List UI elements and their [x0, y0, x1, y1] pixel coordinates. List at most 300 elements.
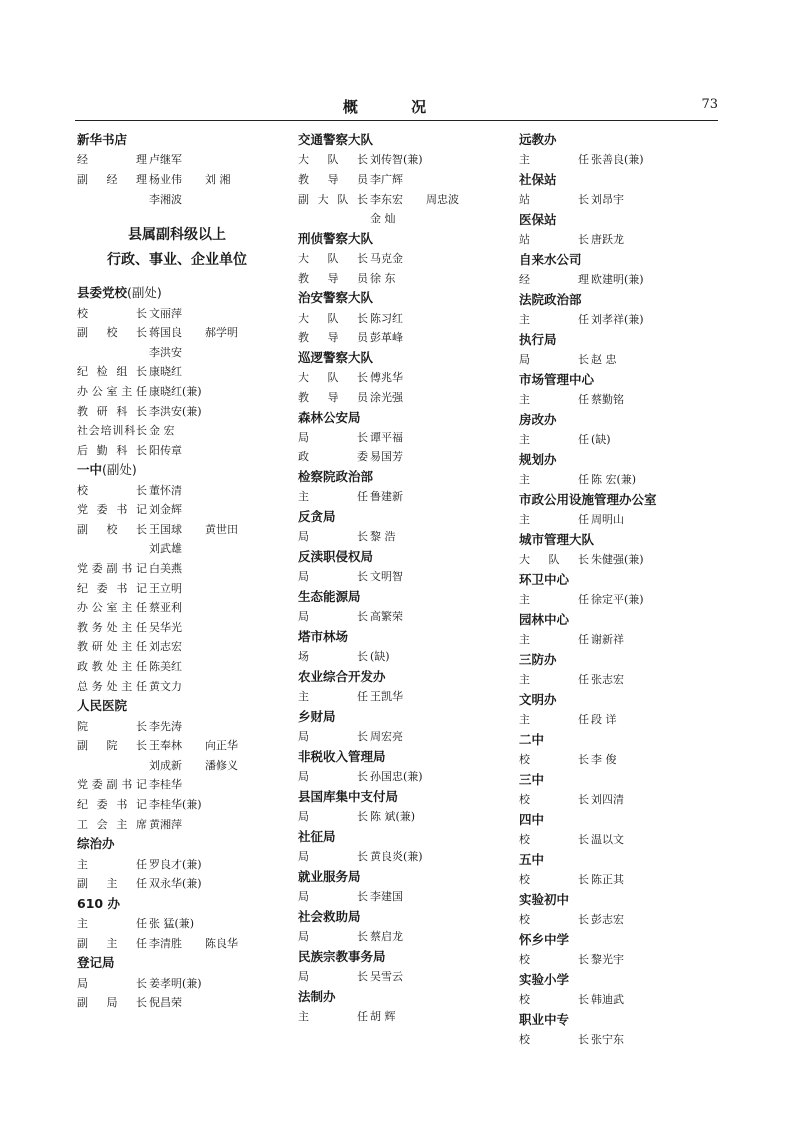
org-name — [519, 970, 739, 990]
staff-row — [298, 687, 518, 707]
org-name-text: 检察院政治部 — [298, 469, 374, 485]
staff-row — [519, 670, 739, 690]
staff-name: 文明智 — [370, 570, 403, 584]
staff-title: 局 长 — [298, 970, 368, 984]
staff-title: 办公室主任 — [77, 384, 147, 398]
staff-title: 校 长 — [519, 953, 589, 967]
org-name-text: 县委党校 — [77, 285, 128, 301]
staff-title: 局 长 — [519, 353, 589, 367]
org-name — [519, 290, 739, 310]
staff-name: 鲁建新 — [370, 490, 403, 504]
org-name — [298, 987, 518, 1007]
staff-row — [77, 657, 297, 677]
org-name — [298, 627, 518, 647]
org-name-text: 三防办 — [519, 651, 557, 667]
org-name — [519, 330, 739, 350]
org-name-text: 市政公用设施管理办公室 — [519, 491, 657, 507]
staff-row — [298, 887, 518, 907]
staff-name: 姜孝明(兼) — [149, 976, 202, 990]
staff-name: 周宏亮 — [370, 730, 403, 744]
staff-name: 王国球 — [149, 522, 182, 536]
staff-row — [519, 510, 739, 530]
staff-title: 主 任 — [519, 473, 589, 487]
staff-title: 主 任 — [77, 917, 147, 931]
org-name — [77, 460, 297, 480]
staff-name: 向正华 — [205, 739, 238, 753]
staff-name: 黄文力 — [149, 679, 182, 693]
staff-row — [519, 470, 739, 490]
staff-title: 局 长 — [298, 890, 368, 904]
org-name-text: 乡财局 — [298, 708, 336, 724]
staff-name: 马克金 — [370, 252, 403, 266]
staff-name: 张志宏 — [591, 673, 624, 687]
org-name — [519, 490, 739, 510]
staff-name: 徐 东 — [370, 271, 396, 285]
staff-row — [77, 993, 297, 1013]
org-name-text: 四中 — [519, 811, 545, 827]
org-name — [298, 507, 518, 527]
staff-row — [77, 598, 297, 618]
org-name-text: 法院政治部 — [519, 291, 582, 307]
org-name-text: 五中 — [519, 851, 545, 867]
staff-name: 董怀清 — [149, 483, 182, 497]
staff-name: 阳传章 — [149, 443, 182, 457]
spacer — [77, 273, 297, 283]
staff-row — [298, 647, 518, 667]
staff-name: 卢继军 — [149, 153, 182, 167]
org-name — [77, 130, 297, 150]
org-name — [519, 210, 739, 230]
staff-row — [298, 967, 518, 987]
staff-row — [519, 830, 739, 850]
staff-row — [77, 421, 297, 441]
staff-title: 局 长 — [298, 850, 368, 864]
staff-name: 高繁荣 — [370, 610, 403, 624]
staff-name: 周明山 — [591, 513, 624, 527]
org-name-text: 非税收入管理局 — [298, 748, 386, 764]
staff-title: 政 委 — [298, 450, 368, 464]
org-name-text: 综治办 — [77, 836, 115, 852]
staff-title: 副 主 任 — [77, 936, 147, 950]
staff-title: 主 任 — [298, 690, 368, 704]
staff-title: 办公室主任 — [77, 601, 147, 615]
org-name — [298, 587, 518, 607]
staff-title: 主 任 — [298, 1010, 368, 1024]
staff-row — [519, 350, 739, 370]
staff-title: 教 导 员 — [298, 271, 368, 285]
staff-name: 陈良华 — [205, 936, 238, 950]
org-name-text: 610 办 — [77, 895, 120, 911]
org-name-text: 新华书店 — [77, 132, 128, 147]
staff-row — [77, 756, 297, 776]
staff-row — [77, 815, 297, 835]
org-name-text: 生态能源局 — [298, 589, 361, 605]
staff-name: 刘四清 — [591, 793, 624, 807]
staff-title: 院 长 — [77, 719, 147, 733]
org-name — [519, 770, 739, 790]
staff-row — [77, 637, 297, 657]
staff-row — [519, 710, 739, 730]
column-1 — [77, 130, 297, 1013]
staff-title: 局 长 — [298, 730, 368, 744]
staff-name: 朱健强(兼) — [591, 553, 644, 567]
staff-row — [298, 209, 518, 229]
staff-row — [77, 402, 297, 422]
staff-row — [77, 323, 297, 343]
staff-row — [519, 310, 739, 330]
org-name-text: 实验小学 — [519, 971, 570, 987]
staff-row — [519, 190, 739, 210]
staff-title: 校 长 — [77, 306, 147, 320]
staff-row — [77, 362, 297, 382]
org-name — [298, 827, 518, 847]
staff-title: 党委副书记 — [77, 562, 147, 576]
staff-title: 校 长 — [519, 793, 589, 807]
staff-name: 徐定平(兼) — [591, 593, 644, 607]
staff-name: 刘孝祥(兼) — [591, 313, 644, 327]
org-name — [519, 250, 739, 270]
org-name — [298, 408, 518, 428]
column-2 — [298, 130, 518, 1027]
org-name-text: 就业服务局 — [298, 868, 361, 884]
staff-row — [77, 500, 297, 520]
staff-row — [298, 807, 518, 827]
staff-name: 蒋国良 — [149, 326, 182, 340]
staff-name: 刘志宏 — [149, 640, 182, 654]
staff-title: 副 局 长 — [77, 996, 147, 1010]
staff-row — [77, 855, 297, 875]
staff-row — [77, 343, 297, 363]
staff-title: 局 长 — [298, 810, 368, 824]
staff-title: 纪检组长 — [77, 365, 147, 379]
org-name — [77, 834, 297, 854]
staff-name: 王奉林 — [149, 739, 182, 753]
staff-name: 康晓红(兼) — [149, 384, 202, 398]
org-name-text: 自来水公司 — [519, 251, 582, 267]
staff-name: 吴雪云 — [370, 970, 403, 984]
staff-row — [77, 775, 297, 795]
staff-title: 副 经 理 — [77, 172, 147, 186]
column-3 — [519, 130, 739, 1050]
column-1-top — [77, 130, 297, 209]
staff-title: 教务处主任 — [77, 620, 147, 634]
org-name — [298, 288, 518, 308]
staff-title: 校 长 — [519, 833, 589, 847]
org-name-text: 民族宗教事务局 — [298, 948, 386, 964]
staff-name: 黎 浩 — [370, 530, 396, 544]
org-name-text: 城市管理大队 — [519, 531, 595, 547]
staff-row — [77, 974, 297, 994]
staff-name: 刘成新 — [149, 758, 182, 772]
staff-title: 局 长 — [298, 770, 368, 784]
org-name — [298, 130, 518, 150]
org-name — [77, 696, 297, 716]
staff-name: 黎光宇 — [591, 953, 624, 967]
org-name-text: 三中 — [519, 771, 545, 787]
staff-title: 大 队 长 — [298, 311, 368, 325]
staff-row — [77, 481, 297, 501]
org-name — [77, 953, 297, 973]
org-name — [519, 650, 739, 670]
staff-title: 副 院 长 — [77, 739, 147, 753]
staff-name: (缺) — [370, 650, 390, 664]
staff-title: 主 任 — [519, 593, 589, 607]
staff-title: 主 任 — [519, 433, 589, 447]
staff-row — [298, 309, 518, 329]
staff-title: 局 长 — [298, 570, 368, 584]
staff-row — [77, 559, 297, 579]
staff-name: 双永华(兼) — [149, 877, 202, 891]
staff-row — [298, 249, 518, 269]
staff-row — [77, 150, 297, 170]
staff-name: 黄世田 — [205, 522, 238, 536]
staff-title: 大 队 长 — [298, 153, 368, 167]
org-name-text: 房改办 — [519, 411, 557, 427]
org-name-text: 农业综合开发办 — [298, 669, 386, 684]
staff-name: 张善良(兼) — [591, 153, 644, 167]
staff-name: 王凯华 — [370, 690, 403, 704]
staff-name: 孙国忠(兼) — [370, 770, 423, 784]
staff-title: 副 校 长 — [77, 326, 147, 340]
org-name — [519, 810, 739, 830]
staff-title: 后 勤 科 长 — [77, 443, 147, 457]
staff-name: 温以文 — [591, 833, 624, 847]
staff-title: 主 任 — [77, 857, 147, 871]
staff-row — [519, 270, 739, 290]
org-name — [519, 610, 739, 630]
staff-title: 站 长 — [519, 233, 589, 247]
staff-title: 教 研 科 长 — [77, 404, 147, 418]
staff-title: 校 长 — [519, 1033, 589, 1047]
staff-name: 李先涛 — [149, 719, 182, 733]
staff-name: 黄良炎(兼) — [370, 850, 423, 864]
staff-name: 蔡亚利 — [149, 601, 182, 615]
staff-title: 主 任 — [519, 713, 589, 727]
org-name-text: 规划办 — [519, 451, 557, 467]
staff-title: 校 长 — [519, 913, 589, 927]
org-name — [519, 890, 739, 910]
staff-row — [519, 230, 739, 250]
org-name — [298, 467, 518, 487]
staff-name: 谢新祥 — [591, 633, 624, 647]
org-name — [298, 747, 518, 767]
org-name-text: 职业中专 — [519, 1011, 570, 1027]
staff-title: 主 任 — [298, 490, 368, 504]
org-name — [298, 867, 518, 887]
staff-row — [298, 447, 518, 467]
org-name-text: 社保站 — [519, 171, 557, 187]
section-heading-line-2: 行政、事业、企业单位 — [107, 252, 247, 269]
staff-name: 周忠波 — [426, 192, 459, 206]
staff-title: 主 任 — [519, 673, 589, 687]
staff-row — [519, 870, 739, 890]
org-name — [298, 547, 518, 567]
org-name-text: 社会救助局 — [298, 908, 361, 924]
staff-title: 场 长 — [298, 650, 368, 664]
staff-title: 主 任 — [519, 313, 589, 327]
org-name — [298, 707, 518, 727]
org-name-text: 一中 — [77, 462, 103, 478]
staff-title: 校 长 — [519, 993, 589, 1007]
staff-row — [519, 790, 739, 810]
staff-title: 经 理 — [519, 273, 589, 287]
org-name — [519, 930, 739, 950]
org-name-text: 森林公安局 — [298, 409, 361, 425]
staff-title: 纪委书记 — [77, 581, 147, 595]
staff-name: 刘 湘 — [205, 172, 231, 186]
org-name-text: 治安警察大队 — [298, 290, 374, 306]
staff-title: 主 任 — [519, 633, 589, 647]
staff-name: 张 猛(兼) — [149, 917, 195, 931]
staff-name: 康晓红 — [149, 365, 182, 379]
staff-row — [298, 150, 518, 170]
staff-row — [298, 428, 518, 448]
staff-row — [519, 590, 739, 610]
org-name-text: 登记局 — [77, 955, 115, 971]
staff-row — [298, 847, 518, 867]
staff-title: 校 长 — [519, 753, 589, 767]
staff-title: 局 长 — [298, 930, 368, 944]
staff-row — [298, 368, 518, 388]
org-name-text: 二中 — [519, 731, 545, 747]
staff-title: 大 队 长 — [298, 371, 368, 385]
staff-title: 局 长 — [77, 976, 147, 990]
column-1-bottom — [77, 283, 297, 1013]
staff-name: 陈 宏(兼) — [591, 473, 637, 487]
staff-title: 副 校 长 — [77, 522, 147, 536]
org-name — [77, 894, 297, 914]
staff-name: 李东宏 — [370, 192, 403, 206]
staff-name: 李清胜 — [149, 936, 182, 950]
page-header — [75, 96, 718, 120]
staff-name: 潘修义 — [205, 758, 238, 772]
staff-row — [519, 390, 739, 410]
header-rule — [75, 120, 718, 121]
staff-name: 谭平福 — [370, 430, 403, 444]
staff-row — [298, 487, 518, 507]
org-name-text: 怀乡中学 — [519, 931, 570, 947]
staff-row — [298, 328, 518, 348]
org-name-text: 巡逻警察大队 — [298, 349, 374, 365]
staff-row — [298, 170, 518, 190]
staff-name: 刘昂宇 — [591, 193, 624, 207]
org-name-text: 人民医院 — [77, 698, 128, 714]
staff-title: 局 长 — [298, 530, 368, 544]
staff-name: 赵 忠 — [591, 353, 617, 367]
staff-row — [77, 304, 297, 324]
staff-row — [77, 382, 297, 402]
org-name-text: 园林中心 — [519, 611, 570, 627]
section-heading — [77, 223, 277, 273]
staff-row — [298, 607, 518, 627]
staff-title: 校 长 — [519, 873, 589, 887]
staff-name: 欧建明(兼) — [591, 273, 644, 287]
staff-title: 纪委书记 — [77, 798, 147, 811]
staff-row — [77, 736, 297, 756]
staff-title: 政教处主任 — [77, 660, 147, 674]
staff-name: 涂光强 — [370, 390, 403, 404]
staff-title: 校 长 — [77, 483, 147, 497]
org-name-text: 远教办 — [519, 132, 557, 147]
staff-name: 刘武雄 — [149, 542, 182, 556]
staff-row — [77, 520, 297, 540]
org-name — [519, 130, 739, 150]
staff-row — [298, 767, 518, 787]
staff-name: 白美燕 — [149, 562, 182, 576]
org-name-text: 市场管理中心 — [519, 371, 595, 387]
staff-name: 彭志宏 — [591, 913, 624, 927]
staff-title: 局 长 — [298, 430, 368, 444]
org-name — [519, 690, 739, 710]
staff-row — [298, 567, 518, 587]
org-name — [298, 787, 518, 807]
staff-name: 李桂华(兼) — [149, 798, 202, 811]
staff-name: 刘金辉 — [149, 503, 182, 517]
staff-title: 教 导 员 — [298, 390, 368, 404]
staff-name: 李桂华 — [149, 778, 182, 792]
org-name-text: 塔市林场 — [298, 629, 349, 645]
staff-row — [77, 795, 297, 815]
staff-name: 陈习红 — [370, 311, 403, 325]
org-name — [519, 370, 739, 390]
staff-row — [77, 190, 297, 210]
org-name — [519, 1010, 739, 1030]
staff-row — [519, 910, 739, 930]
spacer — [77, 209, 297, 223]
staff-title: 局 长 — [298, 610, 368, 624]
running-title: 概 况 — [342, 98, 451, 116]
staff-name: 蔡勤铭 — [591, 393, 624, 407]
staff-row — [77, 441, 297, 461]
org-name — [298, 947, 518, 967]
org-name-suffix: (副处) — [102, 462, 137, 478]
staff-name: 李 俊 — [591, 753, 617, 767]
staff-name: 李湘波 — [149, 192, 182, 206]
org-name — [519, 850, 739, 870]
staff-name: 蔡启龙 — [370, 930, 403, 944]
staff-row — [77, 539, 297, 559]
staff-title: 工会主席 — [77, 817, 147, 831]
staff-row — [77, 934, 297, 954]
staff-title: 总务处主任 — [77, 679, 147, 693]
staff-row — [77, 170, 297, 190]
staff-row — [298, 388, 518, 408]
org-name-text: 社征局 — [298, 828, 336, 844]
staff-row — [519, 150, 739, 170]
org-name — [298, 907, 518, 927]
staff-title: 经 理 — [77, 153, 147, 167]
staff-name: 彭革峰 — [370, 331, 403, 345]
org-name-text: 刑侦警察大队 — [298, 230, 374, 246]
staff-name: 罗良才(兼) — [149, 857, 202, 871]
org-name — [298, 348, 518, 368]
staff-row — [77, 677, 297, 697]
staff-name: 段 详 — [591, 713, 617, 727]
staff-name: 杨业伟 — [149, 172, 182, 186]
org-name — [519, 730, 739, 750]
org-name — [519, 170, 739, 190]
staff-title: 站 长 — [519, 193, 589, 207]
org-name-text: 县国库集中支付局 — [298, 788, 399, 804]
staff-name: 陈 斌(兼) — [370, 810, 416, 824]
staff-row — [298, 527, 518, 547]
staff-name: 易国芳 — [370, 450, 403, 464]
staff-row — [77, 874, 297, 894]
staff-row — [519, 550, 739, 570]
org-name — [519, 570, 739, 590]
staff-name: 李洪安(兼) — [149, 404, 202, 418]
staff-row — [298, 927, 518, 947]
